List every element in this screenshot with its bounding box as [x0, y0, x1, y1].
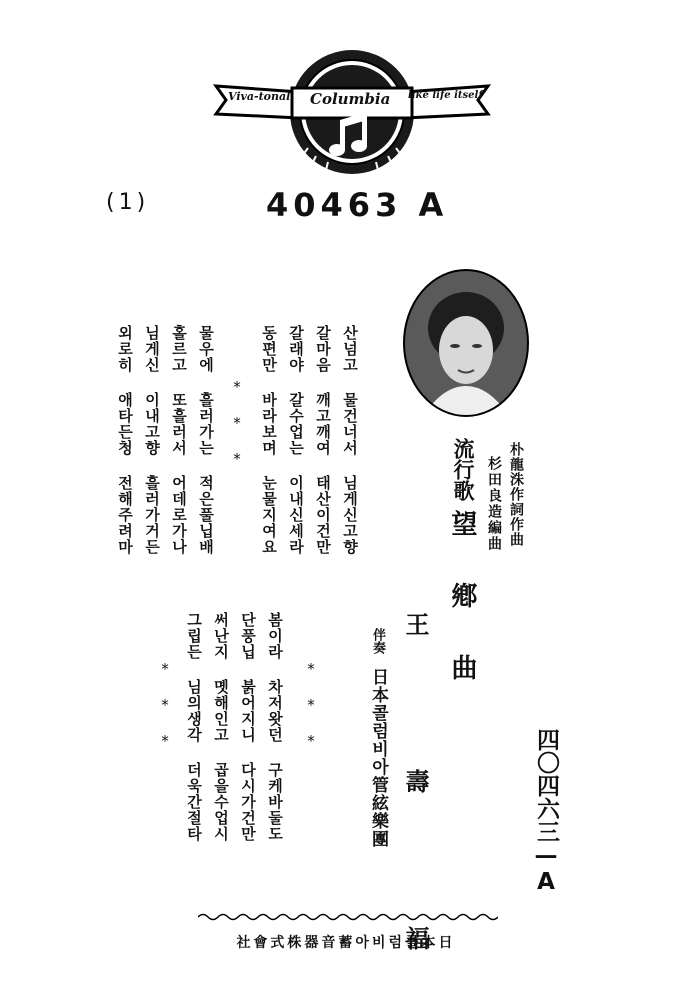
- lyric-line-11: 써난지 몟해인고 곱을수업시: [212, 612, 230, 842]
- arranger-credit: 杉田良造編曲: [486, 456, 502, 552]
- orchestra-name: 日本콜럼비아管絃樂團: [368, 668, 388, 848]
- columbia-logo: [212, 48, 492, 180]
- stars-separator-left-2: * * *: [156, 660, 174, 750]
- footer-wave-divider: [198, 912, 498, 922]
- lyric-line-1: 산넘고 물건너서 님게신고향: [341, 325, 359, 555]
- logo-right-text: like life itself: [408, 90, 483, 101]
- song-title: 望 鄕 曲: [447, 510, 477, 688]
- song-genre: 流行歌: [451, 438, 476, 501]
- lyric-line-10: 단풍닙 붉어지니 다시가건만: [239, 612, 257, 842]
- lyricist-composer-credit: 朴龍洙作詞作曲: [508, 442, 524, 547]
- lyric-line-7: 님게신 이내고향 흘러가거든: [143, 325, 161, 555]
- lyric-line-9: 봄이라 차저왓던 구케바둘도: [266, 612, 284, 842]
- lyric-line-8: 외로히 애타든청 전해주려마: [116, 325, 134, 555]
- singer-photo: [402, 268, 530, 418]
- catalog-number-vertical: 四〇四六三—A: [533, 728, 559, 895]
- footer-company: 日本콜럼비아蓄音器株式會社: [236, 935, 456, 951]
- lyric-line-6: 홀르고 또흘러서 어데로가나: [170, 325, 188, 555]
- logo-brand-text: Columbia: [310, 90, 391, 108]
- stars-separator-left-1: * * *: [302, 660, 320, 750]
- stars-separator-right: * * *: [228, 378, 246, 468]
- lyric-line-12: 그립든 님의생각 더욱간절타: [185, 612, 203, 842]
- singer-portrait: [402, 268, 530, 418]
- lyric-line-5: 물우에 흘러가는 적은풀닙배: [197, 325, 215, 555]
- lyric-line-4: 동편만 바라보며 눈물지여요: [260, 325, 278, 555]
- logo-left-text: Viva-tonal: [228, 90, 291, 103]
- lyric-line-3: 갈래야 갈수업는 이내신세라: [287, 325, 305, 555]
- lyric-line-2: 갈마음 깨고깨여 태산이건만: [314, 325, 332, 555]
- accompaniment-label: 伴奏: [370, 628, 385, 654]
- logo-graphic: [212, 48, 492, 180]
- record-number: 40463 A: [266, 186, 449, 224]
- singer-name: 王 壽 福: [401, 612, 430, 1002]
- side-number: (1): [106, 190, 150, 215]
